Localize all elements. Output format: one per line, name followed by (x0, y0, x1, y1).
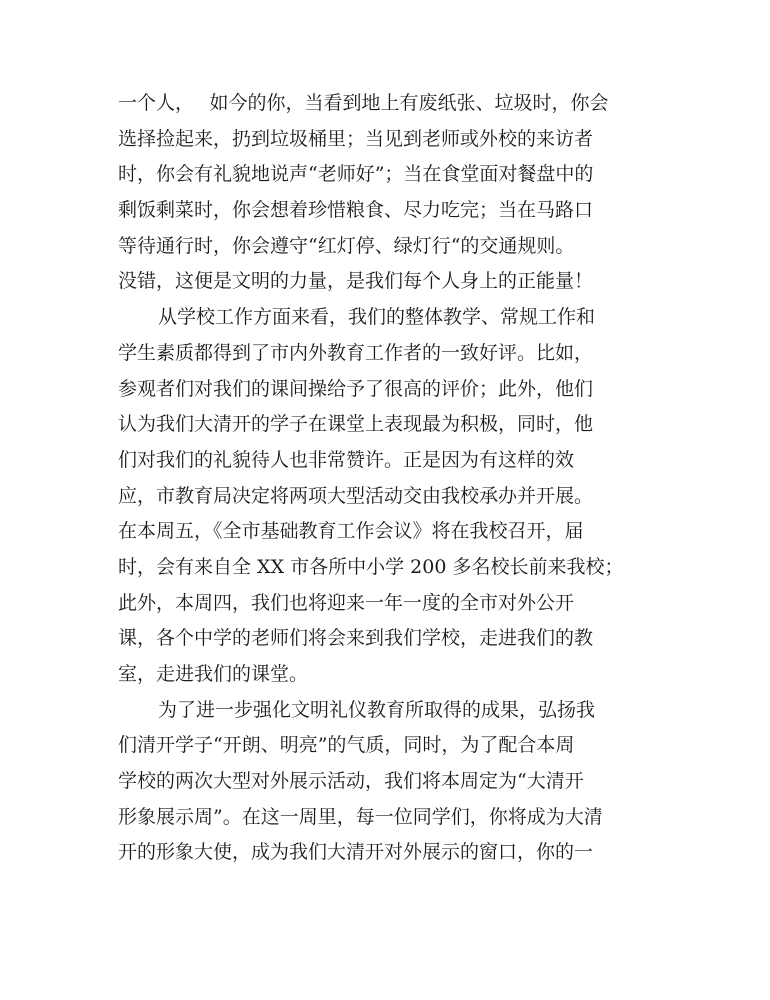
text-line: 时，会有来自全 XX 市各所中小学 200 多名校长前来我校； (118, 555, 624, 578)
text-line: 一个人， 如今的你，当看到地上有废纸张、垃圾时，你会 (118, 92, 609, 114)
text-line: 时，你会有礼貌地说声“老师好”；当在食堂面对餐盘中的 (118, 163, 594, 186)
text-line: 们对我们的礼貌待人也非常赞许。正是因为有这样的效 (118, 448, 575, 471)
text-line: 等待通行时，你会遵守“红灯停、绿灯行“的交通规则。 (118, 234, 575, 257)
text-line: 学生素质都得到了市内外教育工作者的一致好评。比如， (118, 341, 594, 364)
text-line: 开的形象大使，成为我们大清开对外展示的窗口，你的一 (118, 841, 594, 864)
text-line: 课，各个中学的老师们将会来到我们学校，走进我们的教 (118, 627, 594, 650)
text-line: 应，市教育局决定将两项大型活动交由我校承办并开展。 (118, 484, 594, 507)
text-line: 选择捡起来，扔到垃圾桶里；当见到老师或外校的来访者 (118, 127, 594, 150)
text-line: 从学校工作方面来看，我们的整体教学、常规工作和 (158, 306, 596, 329)
text-line: 剩饭剩菜时，你会想着珍惜粮食、尽力吃完；当在马路口 (118, 199, 594, 222)
paragraph-3 (118, 693, 663, 871)
text-line: 认为我们大清开的学子在课堂上表现最为积极，同时，他 (118, 413, 594, 436)
text-line: 此外，本周四，我们也将迎来一年一度的全市对外公开 (118, 591, 575, 614)
paragraph-2 (118, 300, 663, 693)
text-line: 室，走进我们的课堂。 (118, 663, 309, 685)
paragraph-1 (118, 86, 663, 300)
text-line: 形象展示周”。在这一周里，每一位同学们，你将成为大清 (118, 805, 603, 828)
text-line: 学校的两次大型对外展示活动，我们将本周定为“大清开 (118, 770, 584, 793)
text-line: 参观者们对我们的课间操给予了很高的评价；此外，他们 (118, 377, 594, 400)
body-text (118, 86, 663, 871)
text-line: 在本周五，《全市基础教育工作会议》将在我校召开，届 (118, 520, 584, 543)
text-line: 为了进一步强化文明礼仪教育所取得的成果，弘扬我 (158, 698, 596, 721)
text-line: 们清开学子“开朗、明亮”的气质，同时，为了配合本周 (118, 734, 575, 757)
text-line: 没错，这便是文明的力量，是我们每个人身上的正能量！ (118, 270, 594, 293)
